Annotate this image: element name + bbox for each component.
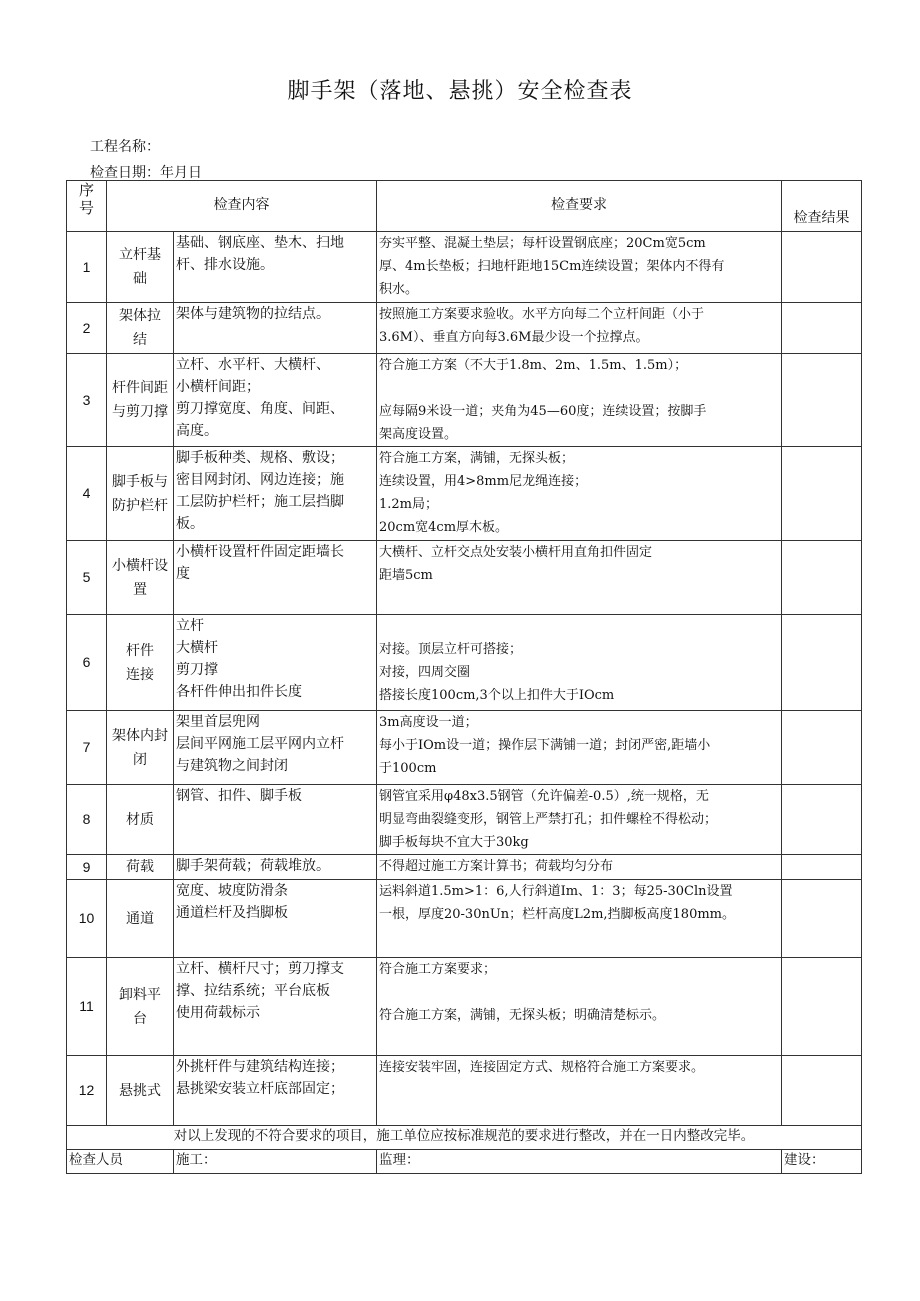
row-requirement: 符合施工方案（不大于1.8m、2m、1.5m、1.5m）； 应每隔9米设一道；夹角为45—60度；连续设置；按脚手 架高度设置。 (377, 354, 782, 447)
row-content: 立杆、水平杆、大横杆、 小横杆间距； 剪刀撑宽度、角度、间距、 高度。 (174, 354, 377, 447)
row-result (782, 232, 862, 303)
header-item: 检查内容 (107, 181, 377, 232)
row-content: 基础、钢底座、垫木、扫地 杆、排水设施。 (174, 232, 377, 303)
row-result (782, 541, 862, 615)
row-requirement: 夯实平整、混凝土垫层；每杆设置钢底座；20Cm宽5cm 厚、4m长垫板；扫地杆距地15Cm连续设置；架体内不得有 积水。 (377, 232, 782, 303)
row-content: 外挑杆件与建筑结构连接； 悬挑梁安装立杆底部固定； (174, 1056, 377, 1126)
row-item: 悬挑式 (107, 1056, 174, 1126)
row-content: 钢管、扣件、脚手板 (174, 785, 377, 855)
row-item: 卸料平 台 (107, 958, 174, 1056)
row-result (782, 785, 862, 855)
row-item: 立杆基 础 (107, 232, 174, 303)
row-requirement: 大横杆、立杆交点处安装小横杆用直角扣件固定 距墙5cm (377, 541, 782, 615)
row-number: 10 (67, 880, 107, 958)
header-no: 序 号 (67, 181, 107, 232)
footer-inspector: 检查人员 (67, 1150, 174, 1174)
summary-text: 对以上发现的不符合要求的项目，施工单位应按标准规范的要求进行整改，并在一日内整改完毕。 (67, 1126, 862, 1150)
row-number: 11 (67, 958, 107, 1056)
row-number: 5 (67, 541, 107, 615)
row-number: 6 (67, 615, 107, 711)
page-title: 脚手架（落地、悬挑）安全检查表 (287, 79, 633, 104)
header-requirement: 检查要求 (377, 181, 782, 232)
row-requirement: 运料斜道1.5m>1：6,人行斜道Im、1：3；每25-30Cln设置 一根，厚度20-30nUn；栏杆高度L2m,挡脚板高度180mm。 (377, 880, 782, 958)
row-number: 2 (67, 303, 107, 354)
row-item: 脚手板与 防护栏杆 (107, 447, 174, 541)
row-result (782, 303, 862, 354)
row-number: 1 (67, 232, 107, 303)
footer-owner: 建设： (782, 1150, 862, 1174)
row-result (782, 880, 862, 958)
row-item: 小横杆设 置 (107, 541, 174, 615)
row-number: 7 (67, 711, 107, 785)
project-name-label: 工程名称： (90, 139, 160, 155)
row-result (782, 711, 862, 785)
row-number: 3 (67, 354, 107, 447)
row-requirement: 按照施工方案要求验收。水平方向每二个立杆间距（小于 3.6M）、垂直方向每3.6M最少设一个拉撑点。 (377, 303, 782, 354)
row-result (782, 855, 862, 880)
footer-supervision: 监理： (377, 1150, 782, 1174)
row-content: 脚手板种类、规格、敷设； 密目网封闭、网边连接；施 工层防护栏杆；施工层挡脚 板。 (174, 447, 377, 541)
row-number: 4 (67, 447, 107, 541)
row-item: 架体拉 结 (107, 303, 174, 354)
table-row (67, 711, 862, 785)
row-number: 8 (67, 785, 107, 855)
table-row (67, 303, 862, 354)
table-row (67, 354, 862, 447)
row-item: 材质 (107, 785, 174, 855)
footer-construction: 施工： (174, 1150, 377, 1174)
row-item: 荷载 (107, 855, 174, 880)
summary-row (67, 1126, 862, 1150)
row-item: 通道 (107, 880, 174, 958)
row-content: 小横杆设置杆件固定距墙长 度 (174, 541, 377, 615)
row-requirement: 不得超过施工方案计算书；荷载均匀分布 (377, 855, 782, 880)
table-row (67, 232, 862, 303)
table-row (67, 855, 862, 880)
table-row (67, 958, 862, 1056)
table-row (67, 541, 862, 615)
row-requirement: 符合施工方案要求； 符合施工方案，满铺，无探头板；明确清楚标示。 (377, 958, 782, 1056)
inspection-table (66, 180, 862, 1174)
table-row (67, 1056, 862, 1126)
row-requirement: 符合施工方案，满铺，无探头板； 连续设置，用4>8mm尼龙绳连接； 1.2m局； 20cm宽4cm厚木板。 (377, 447, 782, 541)
header-result: 检查结果 (782, 181, 862, 232)
footer-row (67, 1150, 862, 1174)
row-item: 杆件间距 与剪刀撑 (107, 354, 174, 447)
table-row (67, 785, 862, 855)
row-content: 立杆 大横杆 剪刀撑 各杆件伸出扣件长度 (174, 615, 377, 711)
row-result (782, 354, 862, 447)
row-item: 架体内封 闭 (107, 711, 174, 785)
row-content: 架体与建筑物的拉结点。 (174, 303, 377, 354)
row-result (782, 1056, 862, 1126)
row-requirement: 连接安装牢固，连接固定方式、规格符合施工方案要求。 (377, 1056, 782, 1126)
row-content: 架里首层兜网 层间平网施工层平网内立杆 与建筑物之间封闭 (174, 711, 377, 785)
row-result (782, 615, 862, 711)
header-row (67, 181, 862, 232)
table-row (67, 880, 862, 958)
row-number: 12 (67, 1056, 107, 1126)
row-requirement: 对接。顶层立杆可搭接； 对接，四周交圈 搭接长度100cm,3个以上扣件大于IOcm (377, 615, 782, 711)
row-requirement: 3m高度设一道； 每小于IOm设一道；操作层下满铺一道；封闭严密,距墙小 于100cm (377, 711, 782, 785)
row-result (782, 958, 862, 1056)
row-content: 脚手架荷载；荷载堆放。 (174, 855, 377, 880)
row-result (782, 447, 862, 541)
row-number: 9 (67, 855, 107, 880)
row-content: 宽度、坡度防滑条 通道栏杆及挡脚板 (174, 880, 377, 958)
table-row (67, 615, 862, 711)
row-requirement: 钢管宜采用φ48x3.5钢管（允许偏差-0.5）,统一规格，无 明显弯曲裂缝变形，钢管上严禁打孔；扣件螺栓不得松动； 脚手板每块不宜大于30kg (377, 785, 782, 855)
check-date-label: 检查日期：年月日 (90, 165, 202, 181)
row-content: 立杆、横杆尺寸；剪刀撑支 撑、拉结系统；平台底板 使用荷载标示 (174, 958, 377, 1056)
table-row (67, 447, 862, 541)
row-item: 杆件 连接 (107, 615, 174, 711)
